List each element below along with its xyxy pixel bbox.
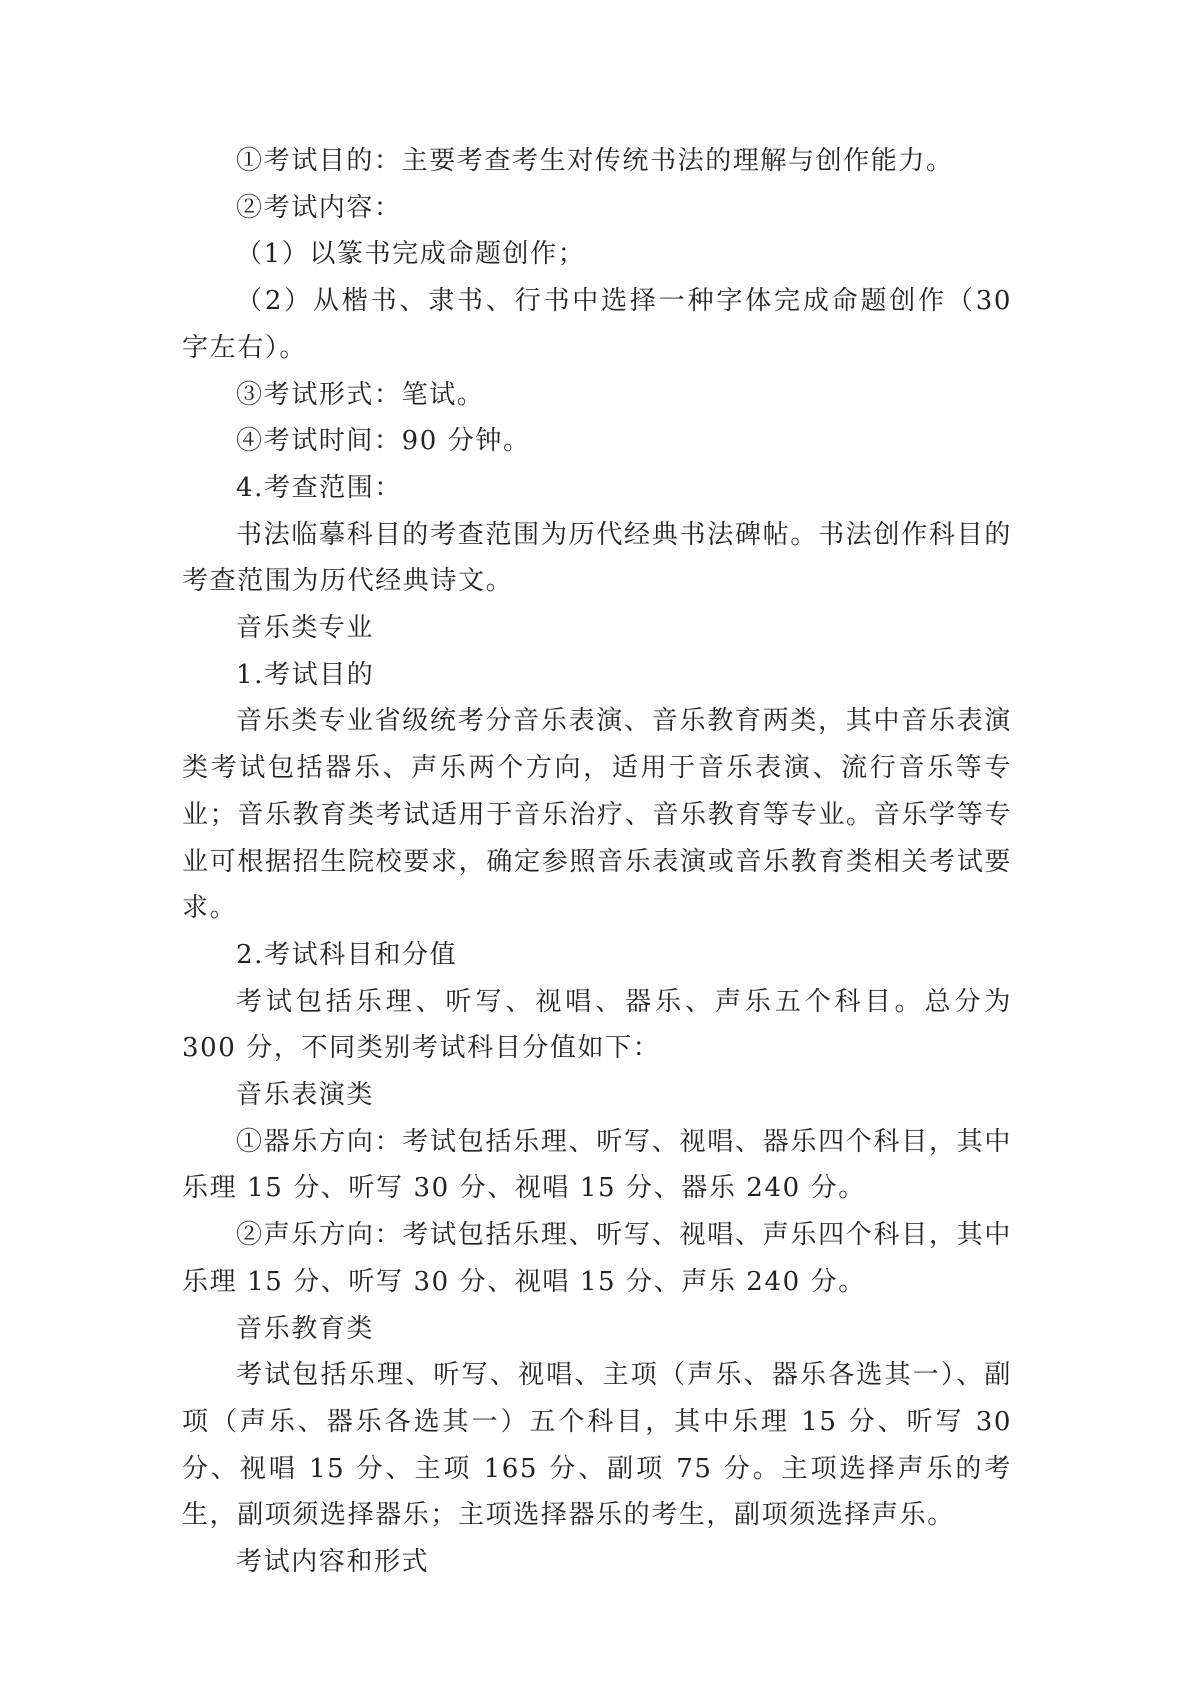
section-heading: 1.考试目的 xyxy=(236,659,375,690)
paragraph: ②考试内容： xyxy=(236,192,402,223)
section-heading: 音乐教育类 xyxy=(236,1313,375,1344)
section-heading: 4.考查范围： xyxy=(236,472,403,503)
section-heading: 考试内容和形式 xyxy=(236,1547,430,1578)
paragraph: （1）以篆书完成命题创作； xyxy=(236,239,586,270)
paragraph: ④考试时间：90 分钟。 xyxy=(236,426,531,457)
document-page xyxy=(182,138,1012,1586)
paragraph: ①器乐方向：考试包括乐理、听写、视唱、器乐四个科目，其中乐理 15 分、听写 30 分、视唱 15 分、器乐 240 分。 xyxy=(182,1126,1012,1204)
section-heading: 音乐表演类 xyxy=(236,1080,375,1111)
section-heading: 音乐类专业 xyxy=(236,613,375,644)
paragraph: 考试包括乐理、听写、视唱、主项（声乐、器乐各选其一）、副项（声乐、器乐各选其一）五个科目，其中乐理 15 分、听写 30 分、视唱 15 分、主项 165 分、副项 75 分。主项选择声乐的考生，副项须选择器乐；主项选择器乐的考生，副项须选择声乐。 xyxy=(182,1360,1012,1531)
paragraph: 音乐类专业省级统考分音乐表演、音乐教育两类，其中音乐表演类考试包括器乐、声乐两个方向，适用于音乐表演、流行音乐等专业；音乐教育类考试适用于音乐治疗、音乐教育等专业。音乐学等专业可根据招生院校要求，确定参照音乐表演或音乐教育类相关考试要求。 xyxy=(182,706,1012,924)
paragraph: ③考试形式：笔试。 xyxy=(236,379,485,410)
paragraph: 考试包括乐理、听写、视唱、器乐、声乐五个科目。总分为 300 分，不同类别考试科目分值如下： xyxy=(182,986,1012,1064)
paragraph: ①考试目的：主要考查考生对传统书法的理解与创作能力。 xyxy=(236,146,954,176)
section-heading: 2.考试科目和分值 xyxy=(236,939,458,970)
paragraph: ②声乐方向：考试包括乐理、听写、视唱、声乐四个科目，其中乐理 15 分、听写 30 分、视唱 15 分、声乐 240 分。 xyxy=(182,1220,1012,1297)
paragraph: （2）从楷书、隶书、行书中选择一种字体完成命题创作（30 字左右）。 xyxy=(182,286,1012,363)
paragraph: 书法临摹科目的考查范围为历代经典书法碑帖。书法创作科目的考查范围为历代经典诗文。 xyxy=(182,519,1012,597)
